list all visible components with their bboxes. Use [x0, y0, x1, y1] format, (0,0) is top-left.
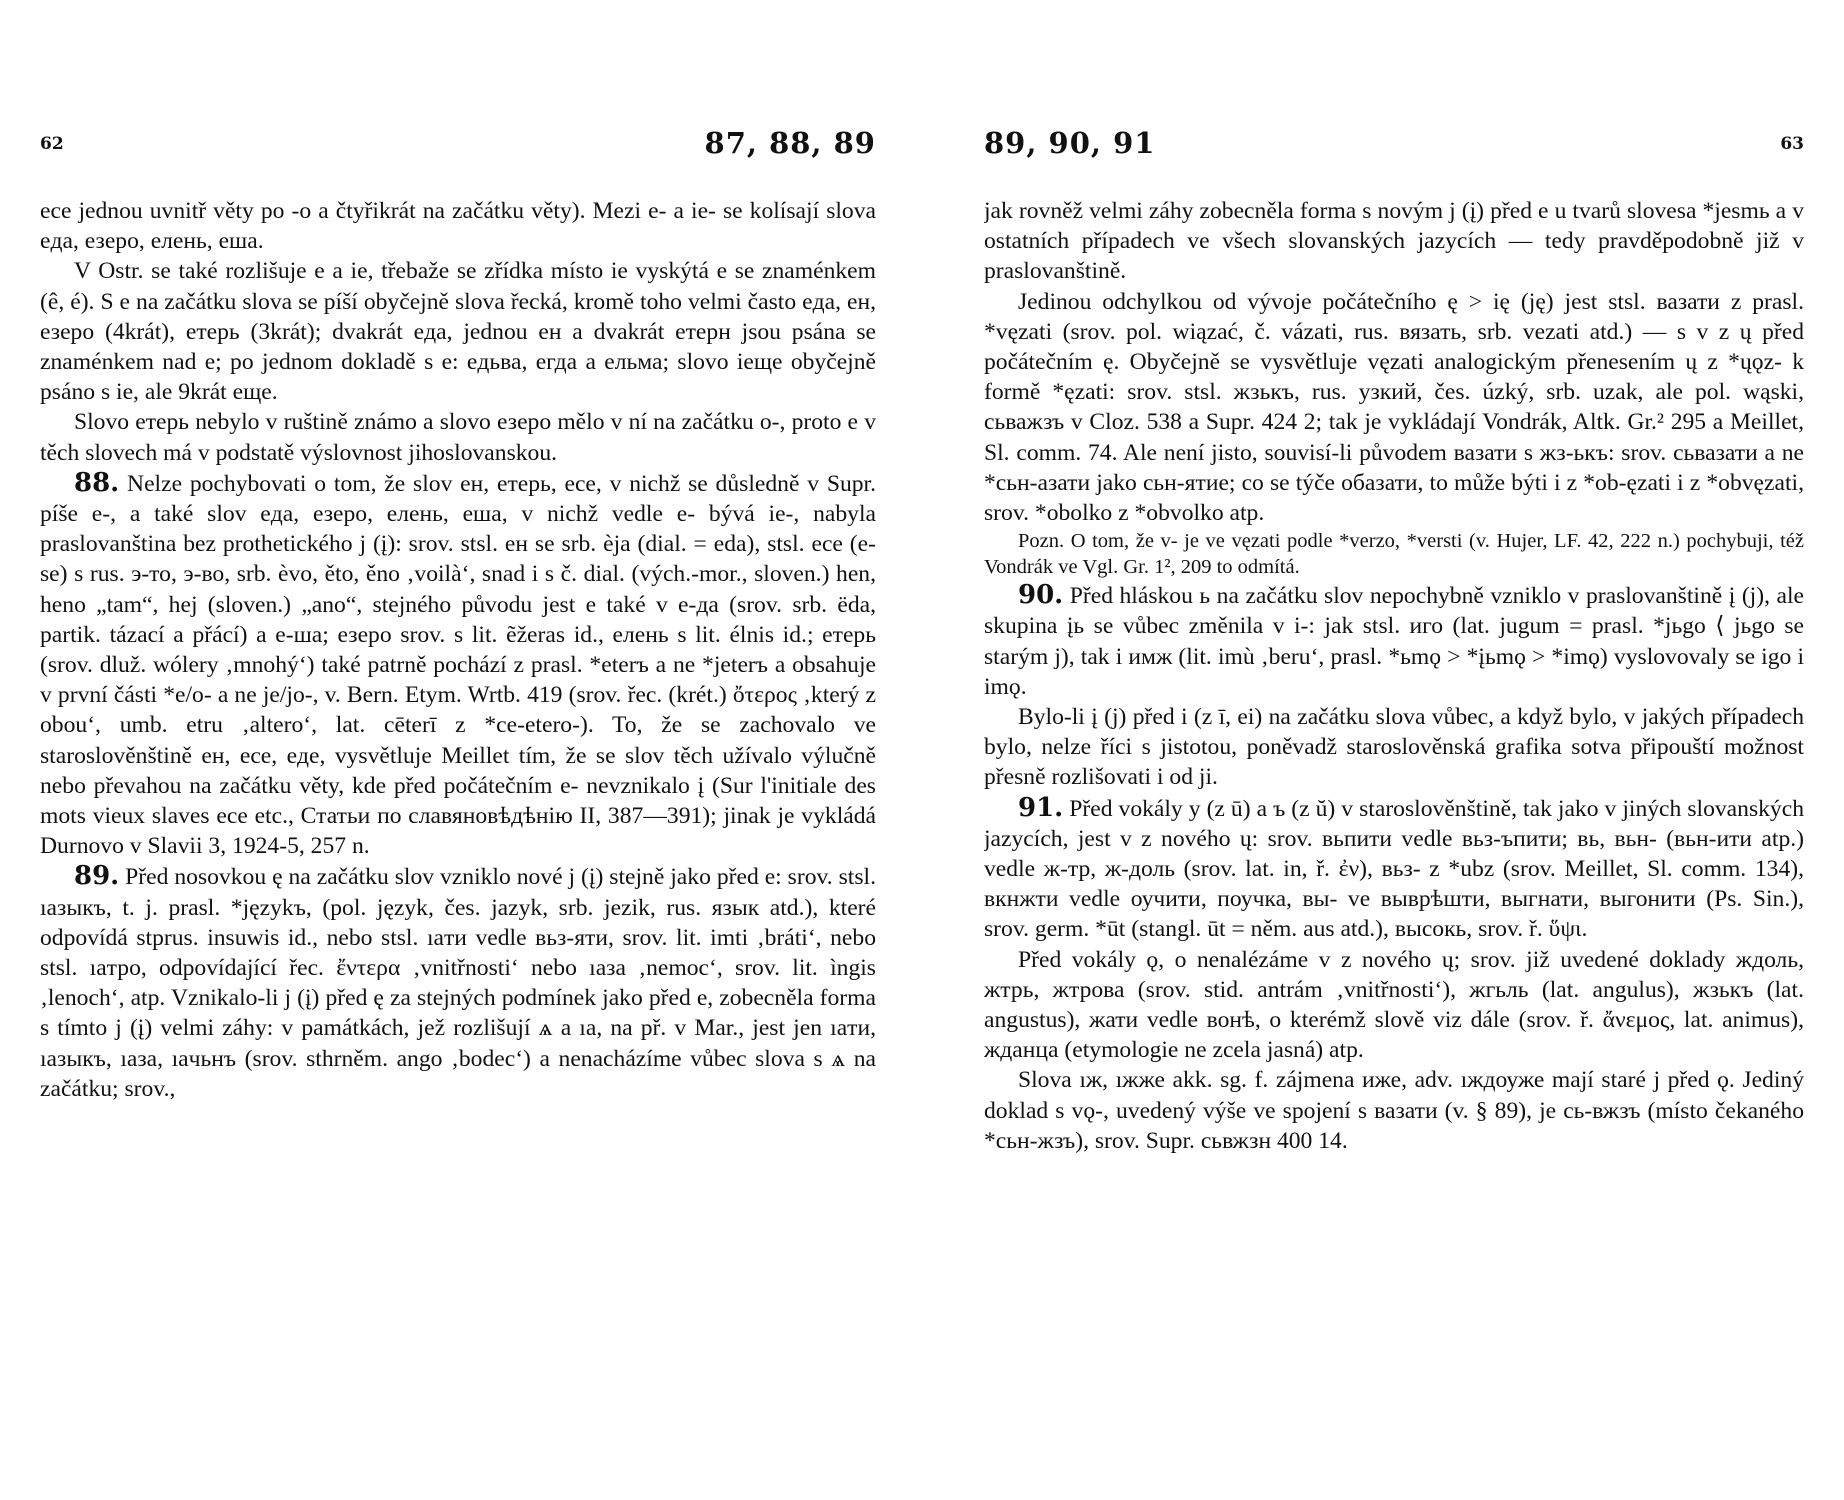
paragraph — [984, 793, 1804, 945]
paragraph-text: Před vokály ǫ, o nenalézáme v z nového ų; srov. již uvedené doklady ждоль, жтрь, жтрова (srov. stid. antrám ‚vnitřnosti‘), жгьль (lat. angulus), жзькъ (lat. angustus), жати vedle вонѣ, o kterémž slově viz dále (srov. ř. ἄνεμος, lat. animus), жданца (etymologie ne zcela jasná) atp. — [984, 946, 1804, 1064]
left-body-text — [40, 196, 876, 1104]
section-number: 88. — [74, 467, 120, 498]
right-page — [984, 0, 1804, 1500]
section-number: 89. — [74, 861, 120, 892]
paragraph — [40, 196, 876, 256]
paragraph-text: Nelze pochybovati o tom, že slov ен, етерь, ece, v nichž se důsledně v Supr. píše e-, a také slov eда, езеро, елень, еша, v nichž vedle e- bývá ie-, nabyla praslovanština bez prothetického j (į): srov. stsl. ен se srb. èja (dial. = eda), stsl. ece (e-se) s rus. э-то, э-во, srb. èvo, ěto, ěno ‚voilà‘, snad i s č. dial. (vých.-mor., sloven.) hen, heno „tam“, hej (sloven.) „ano“, stejného původu jest e také v e-да (srov. srb. ëda, partik. tázací a přácí) a e-ша; езеро srov. s lit. ẽžeras id., елень s lit. élnis id.; етерь (srov. dluž. wólery ‚mnohý‘) také patrně pochází z prasl. *eterъ a ne *jeterъ a obsahuje v první části *e/o- a ne je/jo-, v. Bern. Etym. Wrtb. 419 (srov. řec. (krét.) ὄτερος ‚který z obou‘, umb. etru ‚altero‘, lat. cēterī z *ce-etero-). To, že se zachovalo ve staroslověnštině ен, ece, eде, vysvětluje Meillet tím, že se slov těch užívalo výlučně nebo převahou na začátku věty, kde před počátečním e- nevznikalo į (Sur l'initiale des mots vieux slaves ece etc., Статьи по славяновѣдѣнію II, 387—391); jinak je vykládá Durnovo v Slavii 3, 1924-5, 257 n. — [40, 470, 876, 860]
left-page-number: 62 — [40, 134, 64, 154]
right-running-head — [984, 126, 1804, 166]
paragraph — [40, 861, 876, 1104]
left-page — [40, 0, 876, 1500]
right-body-text — [984, 196, 1804, 1156]
paragraph-text: ece jednou uvnitř věty po -o a čtyřikrát na začátku věty). Mezi e- a ie- se kolísají slova eда, езеро, елень, еша. — [40, 198, 876, 255]
paragraph — [984, 1065, 1804, 1156]
paragraph — [984, 580, 1804, 702]
right-section-header: 89, 90, 91 — [984, 126, 1156, 160]
paragraph-text: Před hláskou ь na začátku slov nepochybně vzniklo v praslovanštině į (j), ale skupina įь se vůbec změnila v i-: jak stsl. иго (lat. jugum = prasl. *jьgo ⟨ jьgo se starým j), tak i имж (lit. imù ‚beru‘, prasl. *ьmǫ > *įьmǫ > *imǫ) vyslovovaly se igo i imǫ. — [984, 583, 1804, 700]
paragraph-text: Před nosovkou ę na začátku slov vzniklo nové j (į) stejně jako před e: srov. stsl. ıaзыкъ, t. j. prasl. *językъ, (pol. język, čes. jazyk, srb. jezik, rus. язык atd.), které odpovídá stprus. insuwis id., nebo stsl. ıaти vedle вьз-яти, srov. lit. imti ‚bráti‘, nebo stsl. ıaтро, odpovídající řec. ἔντερα ‚vnitřnosti‘ nebo ıaза ‚nemoc‘, srov. lit. ìngis ‚lenoch‘, atp. Vznikalo-li j (į) před ę za stejných podmínek jako před e, zobecněla forma s tímto j (į) velmi záhy: v památkách, jež rozlišují ѧ a ıa, na př. v Mar., jest jen ıaти, ıaзыкъ, ıaза, ıaчьнъ (srov. sthrněm. ango ‚bodec‘) a nenacházíme vůbec slova s ѧ na začátku; srov., — [40, 864, 876, 1102]
paragraph — [40, 468, 876, 862]
paragraph — [984, 196, 1804, 287]
left-section-header: 87, 88, 89 — [704, 126, 876, 160]
left-running-head — [40, 126, 876, 166]
paragraph-text: Před vokály y (z ū) a ъ (z ŭ) v staroslověnštině, tak jako v jiných slovanských jazycích, jest v z nového ų: srov. вьпити vedle вьз-ъпити; вь, вьн- (вьн-ити atp.) vedle ж-тр, ж-доль (srov. lat. in, ř. ἐν), вьз- z *ubz (srov. Meillet, Sl. comm. 134), вкнжти vedle оучити, поучка, вы- ve выврѣшти, выгнати, выгонити (Ps. Sin.), srov. germ. *ūt (stangl. ūt = něm. aus atd.), высокь, srov. ř. ὕψι. — [984, 795, 1804, 943]
paragraph-text: Slova ıж, ıжже akk. sg. f. zájmena иже, adv. ıждоуже mají staré j před ǫ. Jediný doklad s vǫ-, uvedený výše ve spojení s вазати (v. § 89), je сь-вжзъ (místo čekaného *сьн-жзъ), srov. Supr. сьвжзн 400 14. — [984, 1067, 1804, 1154]
right-page-number: 63 — [1780, 134, 1804, 154]
section-number: 90. — [1018, 580, 1064, 611]
paragraph-text: Jedinou odchylkou od vývoje počátečního ę > ię (ję) jest stsl. вазати z prasl. *vęzati (srov. pol. wiązać, č. vázati, rus. вязать, srb. vezati atd.) — s v z ų před počátečním ę. Obyčejně se vysvětluje vęzati analogickým přenesením ų z *ųǫz- k formě *ęzati: srov. stsl. жзькъ, rus. узкий, čes. úzký, srb. uzak, ale pol. wąski, сьважзъ v Cloz. 538 a Supr. 424 2; tak je vykládají Vondrák, Altk. Gr.² 295 a Meillet, Sl. comm. 74. Ale není jisto, souvisí-li původem вазати s жз-ькъ: srov. сьвазати a ne *сьн-азати jako сьн-ятие; co se týče обазати, to může býti i z *ob-ęzati i z *obvęzati, srov. *obolko z *obvolko atp. — [984, 288, 1804, 527]
paragraph-text: Slovo етерь nebylo v ruštině známo a slovo езеро mělo v ní na začátku o-, proto e v těch slovech má v podstatě výslovnost jihoslovanskou. — [40, 409, 876, 466]
section-number: 91. — [1018, 792, 1064, 823]
paragraph-text: Pozn. O tom, že v- je ve vęzati podle *verzo, *versti (v. Hujer, LF. 42, 222 n.) pochybuji, též Vondrák ve Vgl. Gr. 1², 209 to odmítá. — [984, 530, 1804, 579]
paragraph-text: Bylo-li į (j) před i (z ī, ei) na začátku slova vůbec, a když bylo, v jakých případech bylo, nelze říci s jistotou, poněvadž staroslověnská grafika sotva připouští možnost přesně rozlišovati i od ji. — [984, 704, 1804, 791]
paragraph-text: V Ostr. se také rozlišuje e a ie, třebaže se zřídka místo ie vyskýtá e se znaménkem (ê, é). S e na začátku slova se píší obyčejně slova řecká, kromě toho velmi často eда, ен, езеро (4krát), етерь (3krát); dvakrát eда, jednou ен a dvakrát етерн jsou psána se znaménkem nad e; po jednom dokladě s e: eдьва, егда a ельма; slovo ieще obyčejně psáno s ie, ale 9krát еще. — [40, 258, 876, 406]
paragraph — [40, 407, 876, 467]
note-paragraph — [984, 528, 1804, 580]
paragraph — [984, 702, 1804, 793]
paragraph-text: jak rovněž velmi záhy zobecněla forma s novým j (į) před e u tvarů slovesa *jesmь a v ostatních případech ve všech slovanských jazycích — tedy pravděpodobně již v praslovanštině. — [984, 198, 1804, 285]
paragraph — [984, 945, 1804, 1066]
paragraph — [40, 256, 876, 407]
paragraph — [984, 287, 1804, 529]
